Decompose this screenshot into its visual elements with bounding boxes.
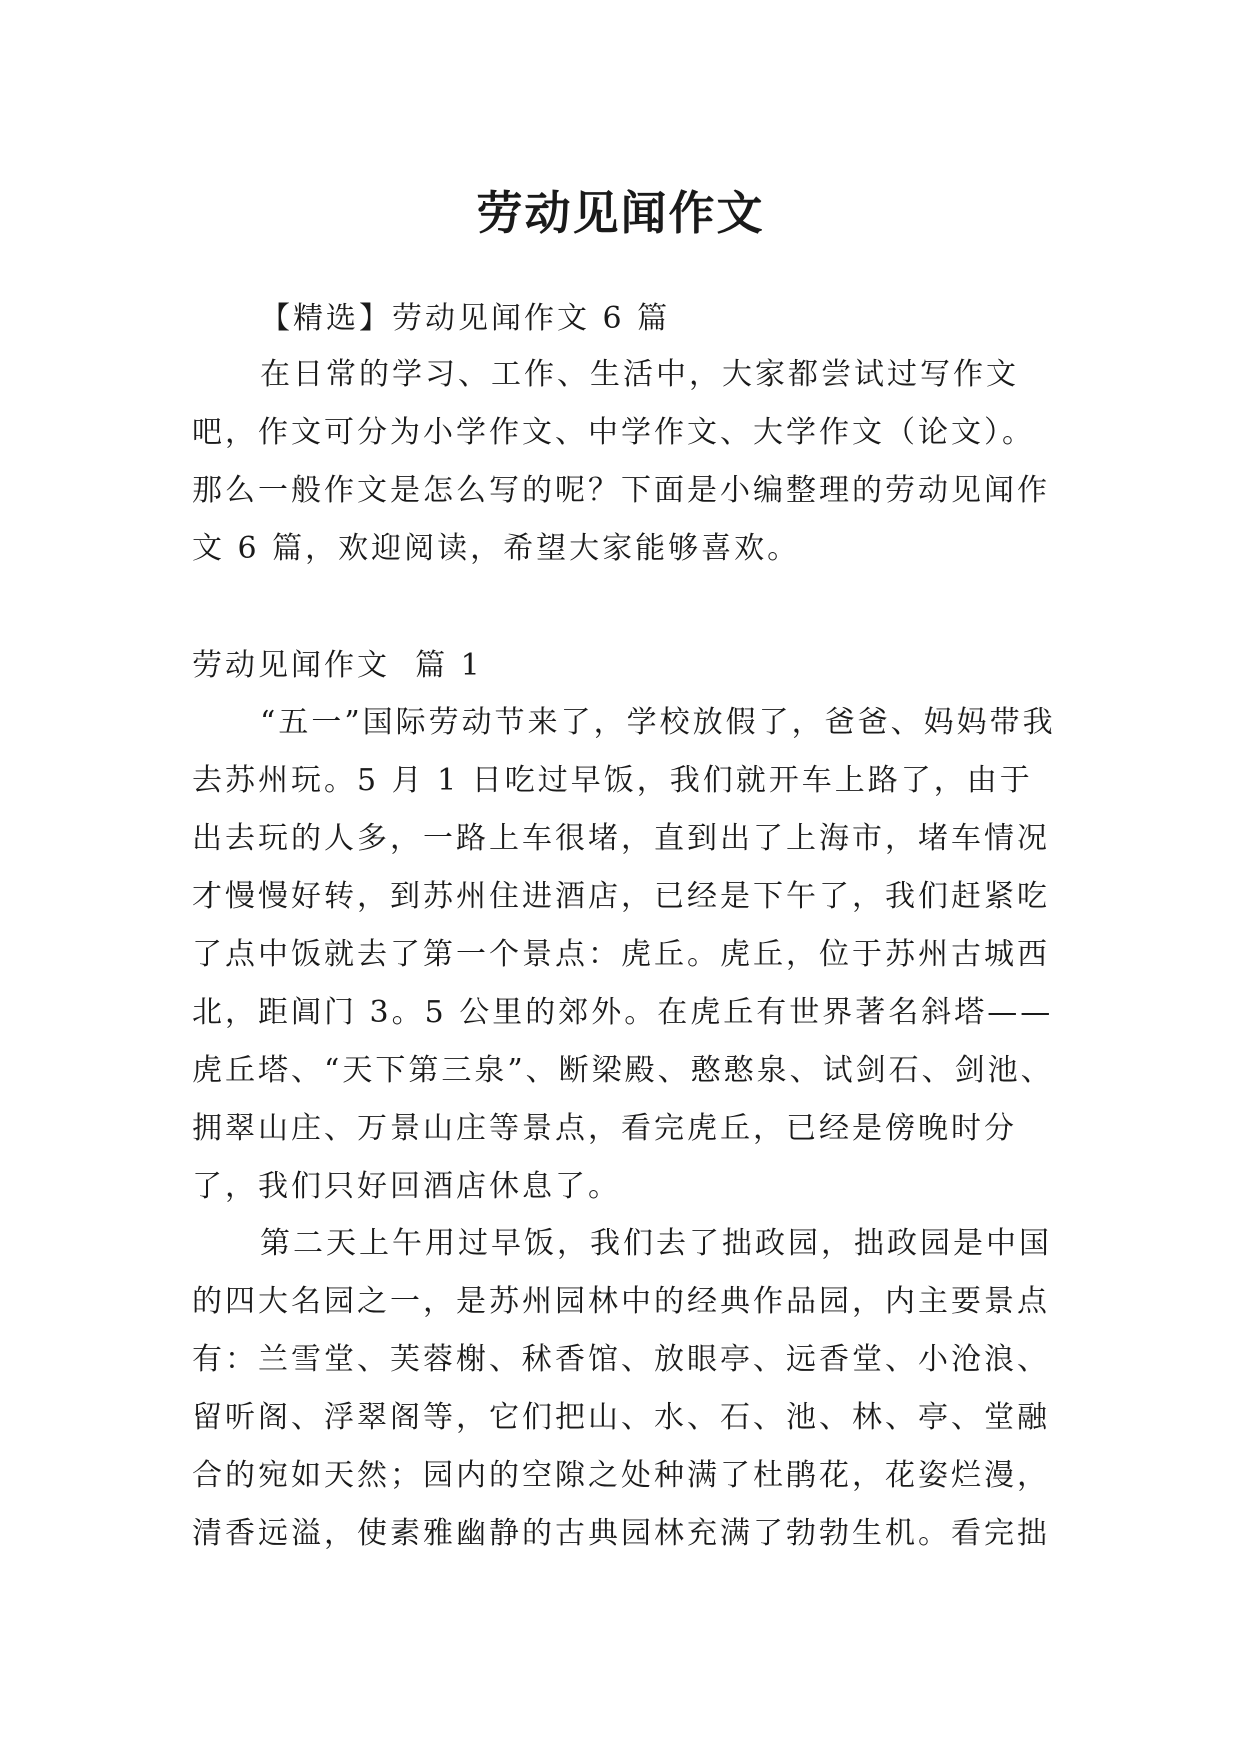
body-paragraph-2: 第二天上午用过早饭，我们去了拙政园，拙政园是中国的四大名园之一，是苏州园林中的经典作品园，内主要景点有：兰雪堂、芙蓉榭、秫香馆、放眼亭、远香堂、小沧浪、留听阁、浮翠阁等，它们把山、水、石、池、林、亭、堂融合的宛如天然；园内的空隙之处种满了杜鹃花，花姿烂漫，清香远溢，使素雅幽静的古典园林充满了勃勃生机。看完拙 [192, 1226, 1052, 1551]
intro-paragraph: 在日常的学习、工作、生活中，大家都尝试过写作文吧，作文可分为小学作文、中学作文、大学作文（论文）。那么一般作文是怎么写的呢？下面是小编整理的劳动见闻作文 6 篇，欢迎阅读，希望大家能够喜欢。 [192, 357, 1050, 566]
section-heading: 劳动见闻作文 篇 1 [192, 648, 483, 683]
body-paragraph-1: “五一”国际劳动节来了，学校放假了，爸爸、妈妈带我去苏州玩。5 月 1 日吃过早饭，我们就开车上路了，由于出去玩的人多，一路上车很堵，直到出了上海市，堵车情况才慢慢好转，到苏州住进酒店，已经是下午了，我们赶紧吃了点中饭就去了第一个景点：虎丘。虎丘，位于苏州古城西北，距阊门 3。5 公里的郊外。在虎丘有世界著名斜塔——虎丘塔、“天下第三泉”、断梁殿、憨憨泉、试剑石、剑池、拥翠山庄、万景山庄等景点，看完虎丘，已经是傍晚时分了，我们只好回酒店休息了。 [192, 705, 1056, 1204]
document-title: 劳动见闻作文 [476, 185, 765, 240]
lead-line: 【精选】劳动见闻作文 6 篇 [260, 301, 671, 336]
